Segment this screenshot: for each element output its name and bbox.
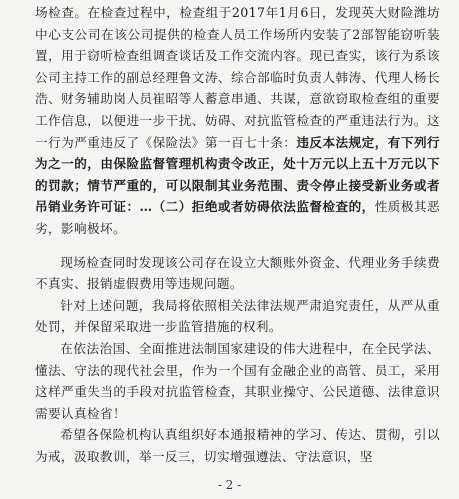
paragraph-text: 现场检查同时发现该公司存在设立大额账外资金、代理业务手续费不真实、报销虚假费用等违规问题。 [35,254,440,292]
document-body [35,2,440,467]
paragraph-text: 性质极其恶劣，影响极坏。 [35,199,440,236]
paragraph-hope [35,424,440,467]
paragraph-gap [35,240,440,252]
paragraph-text: 场检查。在检查过程中，检查组于2017年1月6日，发现英大财险潍坊中心支公司在该公司提供的检查人员工作场所内安装了2部智能窃听装置，用于窃听检查组调查谈话及工作交流内容。现已查实，该行为系该公司主持工作的副总经理鲁文涛、综合部临时负责人韩涛、代理人杨长浩、财务辅助岗人员崔昭等人蓄意串通、共谋，意欲窃取检查组的重要工作信息，以便进一步干扰、妨碍、对抗监管检查的严重违法行为。这一行为严重违反了《保险法》第一百七十条： [35,5,440,150]
paragraph-text: 在依法治国、全面推进法制国家建设的伟大进程中，在全民学法、懂法、守法的现代社会里，作为一个国有金融企业的高管、员工，采用这样严重失当的手段对抗监管检查，其职业操守、公民道德、法律意识需要认真检省！ [35,340,440,421]
law-quote-bold: 违反本法规定，有下列行为之一的，由保险监督管理机构责令改正，处十万元以上五十万元以下的罚款；情节严重的，可以限制其业务范围、责令停止接受新业务或者吊销业务许可证：…（二）拒绝或者妨碍依法监督检查的， [35,134,441,215]
page-number: - 2 - [217,478,242,492]
paragraph-text: 针对上述问题，我局将依照相关法律法规严肃追究责任，从严从重处罚，并保留采取进一步监管措施的权利。 [35,297,440,335]
paragraph-rule-of-law [35,338,440,424]
paragraph-text: 希望各保险机构认真组织好本通报精神的学习、传达、贯彻，引以为戒，汲取教训，举一反三，切实增强遵法、守法意识，坚 [35,427,440,464]
paragraph-violations [35,252,440,295]
paragraph-penalty [35,295,440,338]
paragraph-inspection-finding [35,2,440,240]
